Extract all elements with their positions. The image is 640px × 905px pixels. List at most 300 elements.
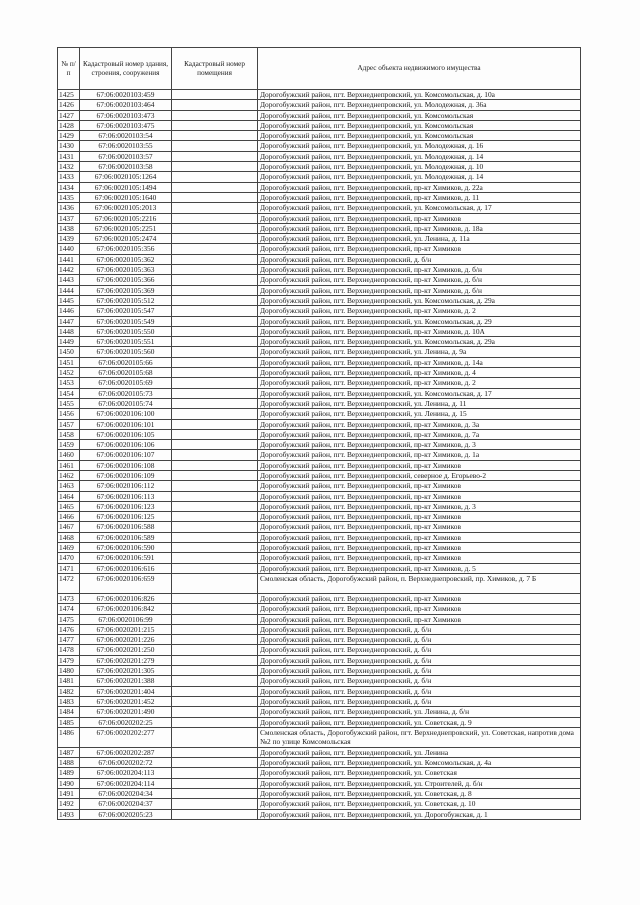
room-cadastral-number bbox=[172, 666, 258, 676]
room-cadastral-number bbox=[172, 768, 258, 778]
table-row bbox=[58, 440, 581, 450]
table-row bbox=[58, 265, 581, 275]
row-number: 1478 bbox=[58, 645, 80, 655]
header-number: № п/п bbox=[58, 48, 80, 90]
building-cadastral-number: 67:06:0020103:55 bbox=[80, 141, 172, 151]
row-number: 1441 bbox=[58, 254, 80, 264]
building-cadastral-number: 67:06:0020204:113 bbox=[80, 768, 172, 778]
object-address: Дорогобужский район, пгт. Верхнеднепровский, ул. Строителей, д. б/н bbox=[258, 778, 581, 788]
table-row bbox=[58, 543, 581, 553]
building-cadastral-number: 67:06:0020106:107 bbox=[80, 450, 172, 460]
room-cadastral-number bbox=[172, 234, 258, 244]
building-cadastral-number: 67:06:0020105:356 bbox=[80, 244, 172, 254]
table-row bbox=[58, 747, 581, 757]
table-row bbox=[58, 306, 581, 316]
object-address: Дорогобужский район, пгт. Верхнеднепровский, ул. Молодежная, д. 36а bbox=[258, 100, 581, 110]
object-address: Дорогобужский район, пгт. Верхнеднепровский, ул. Ленина, д. 11а bbox=[258, 234, 581, 244]
building-cadastral-number: 67:06:0020106:101 bbox=[80, 419, 172, 429]
table-row bbox=[58, 727, 581, 747]
object-address: Дорогобужский район, пгт. Верхнеднепровский, д. б/н bbox=[258, 635, 581, 645]
row-number: 1432 bbox=[58, 162, 80, 172]
room-cadastral-number bbox=[172, 563, 258, 573]
table-row bbox=[58, 809, 581, 819]
room-cadastral-number bbox=[172, 676, 258, 686]
building-cadastral-number: 67:06:0020106:589 bbox=[80, 532, 172, 542]
table-row bbox=[58, 614, 581, 624]
table-row bbox=[58, 151, 581, 161]
object-address: Дорогобужский район, пгт. Верхнеднепровский, пр-кт Химиков, д. 3 bbox=[258, 440, 581, 450]
building-cadastral-number: 67:06:0020201:250 bbox=[80, 645, 172, 655]
table-row bbox=[58, 686, 581, 696]
object-address: Дорогобужский район, пгт. Верхнеднепровский, ул. Комсомольская bbox=[258, 131, 581, 141]
object-address: Дорогобужский район, пгт. Верхнеднепровский, пр-кт Химиков, д. 2 bbox=[258, 378, 581, 388]
row-number: 1435 bbox=[58, 192, 80, 202]
row-number: 1483 bbox=[58, 696, 80, 706]
table-row bbox=[58, 768, 581, 778]
row-number: 1456 bbox=[58, 409, 80, 419]
building-cadastral-number: 67:06:0020103:473 bbox=[80, 110, 172, 120]
object-address: Дорогобужский район, пгт. Верхнеднепровский, ул. Комсомольская, д. 29 bbox=[258, 316, 581, 326]
row-number: 1475 bbox=[58, 614, 80, 624]
row-number: 1486 bbox=[58, 727, 80, 747]
building-cadastral-number: 67:06:0020105:2216 bbox=[80, 213, 172, 223]
table-row bbox=[58, 203, 581, 213]
building-cadastral-number: 67:06:0020105:1264 bbox=[80, 172, 172, 182]
building-cadastral-number: 67:06:0020202:72 bbox=[80, 758, 172, 768]
object-address: Дорогобужский район, пгт. Верхнеднепровский, ул. Ленина, д. 9а bbox=[258, 347, 581, 357]
row-number: 1481 bbox=[58, 676, 80, 686]
header-address: Адрес объекта недвижимого имущества bbox=[258, 48, 581, 90]
room-cadastral-number bbox=[172, 707, 258, 717]
row-number: 1434 bbox=[58, 182, 80, 192]
table-row bbox=[58, 254, 581, 264]
row-number: 1459 bbox=[58, 440, 80, 450]
row-number: 1480 bbox=[58, 666, 80, 676]
row-number: 1474 bbox=[58, 604, 80, 614]
building-cadastral-number: 67:06:0020103:459 bbox=[80, 90, 172, 100]
room-cadastral-number bbox=[172, 429, 258, 439]
table-row bbox=[58, 316, 581, 326]
row-number: 1488 bbox=[58, 758, 80, 768]
room-cadastral-number bbox=[172, 141, 258, 151]
object-address: Дорогобужский район, пгт. Верхнеднепровский, ул. Молодежная, д. 14 bbox=[258, 172, 581, 182]
table-row bbox=[58, 758, 581, 768]
building-cadastral-number: 67:06:0020105:73 bbox=[80, 388, 172, 398]
object-address: Дорогобужский район, пгт. Верхнеднепровский, ул. Дорогобужская, д. 1 bbox=[258, 809, 581, 819]
object-address: Дорогобужский район, пгт. Верхнеднепровский, ул. Молодежная, д. 14 bbox=[258, 151, 581, 161]
room-cadastral-number bbox=[172, 326, 258, 336]
room-cadastral-number bbox=[172, 522, 258, 532]
room-cadastral-number bbox=[172, 110, 258, 120]
object-address: Дорогобужский район, пгт. Верхнеднепровский, ул. Комсомольская, д. 29а bbox=[258, 337, 581, 347]
room-cadastral-number bbox=[172, 789, 258, 799]
building-cadastral-number: 67:06:0020106:109 bbox=[80, 470, 172, 480]
row-number: 1473 bbox=[58, 593, 80, 603]
building-cadastral-number: 67:06:0020105:363 bbox=[80, 265, 172, 275]
building-cadastral-number: 67:06:0020105:560 bbox=[80, 347, 172, 357]
table-row bbox=[58, 707, 581, 717]
property-register-table bbox=[57, 47, 581, 820]
row-number: 1469 bbox=[58, 543, 80, 553]
building-cadastral-number: 67:06:0020201:452 bbox=[80, 696, 172, 706]
object-address: Дорогобужский район, пгт. Верхнеднепровский, пр-кт Химиков, д. 14а bbox=[258, 357, 581, 367]
row-number: 1431 bbox=[58, 151, 80, 161]
building-cadastral-number: 67:06:0020201:404 bbox=[80, 686, 172, 696]
row-number: 1433 bbox=[58, 172, 80, 182]
object-address: Дорогобужский район, пгт. Верхнеднепровский, пр-кт Химиков bbox=[258, 244, 581, 254]
table-row bbox=[58, 593, 581, 603]
building-cadastral-number: 67:06:0020105:551 bbox=[80, 337, 172, 347]
row-number: 1462 bbox=[58, 470, 80, 480]
object-address: Дорогобужский район, пгт. Верхнеднепровский, северное д. Егорьево-2 bbox=[258, 470, 581, 480]
building-cadastral-number: 67:06:0020103:58 bbox=[80, 162, 172, 172]
table-row bbox=[58, 532, 581, 542]
room-cadastral-number bbox=[172, 409, 258, 419]
table-row bbox=[58, 429, 581, 439]
row-number: 1485 bbox=[58, 717, 80, 727]
building-cadastral-number: 67:06:0020105:74 bbox=[80, 398, 172, 408]
row-number: 1437 bbox=[58, 213, 80, 223]
table-row bbox=[58, 604, 581, 614]
table-row bbox=[58, 120, 581, 130]
room-cadastral-number bbox=[172, 337, 258, 347]
building-cadastral-number: 67:06:0020106:842 bbox=[80, 604, 172, 614]
building-cadastral-number: 67:06:0020201:490 bbox=[80, 707, 172, 717]
table-row bbox=[58, 90, 581, 100]
object-address: Дорогобужский район, пгт. Верхнеднепровский, пр-кт Химиков bbox=[258, 604, 581, 614]
object-address: Дорогобужский район, пгт. Верхнеднепровский, пр-кт Химиков bbox=[258, 593, 581, 603]
table-row bbox=[58, 295, 581, 305]
room-cadastral-number bbox=[172, 295, 258, 305]
table-row bbox=[58, 234, 581, 244]
object-address: Дорогобужский район, пгт. Верхнеднепровский, д. б/н bbox=[258, 676, 581, 686]
row-number: 1430 bbox=[58, 141, 80, 151]
room-cadastral-number bbox=[172, 254, 258, 264]
row-number: 1454 bbox=[58, 388, 80, 398]
room-cadastral-number bbox=[172, 645, 258, 655]
building-cadastral-number: 67:06:0020105:369 bbox=[80, 285, 172, 295]
table-row bbox=[58, 110, 581, 120]
row-number: 1492 bbox=[58, 799, 80, 809]
row-number: 1427 bbox=[58, 110, 80, 120]
building-cadastral-number: 67:06:0020105:1494 bbox=[80, 182, 172, 192]
table-row bbox=[58, 337, 581, 347]
building-cadastral-number: 67:06:0020106:106 bbox=[80, 440, 172, 450]
row-number: 1447 bbox=[58, 316, 80, 326]
room-cadastral-number bbox=[172, 90, 258, 100]
object-address: Дорогобужский район, пгт. Верхнеднепровский, пр-кт Химиков bbox=[258, 213, 581, 223]
table-row bbox=[58, 419, 581, 429]
building-cadastral-number: 67:06:0020105:547 bbox=[80, 306, 172, 316]
building-cadastral-number: 67:06:0020106:100 bbox=[80, 409, 172, 419]
building-cadastral-number: 67:06:0020202:277 bbox=[80, 727, 172, 747]
object-address: Дорогобужский район, пгт. Верхнеднепровский, пр-кт Химиков, д. 3 bbox=[258, 501, 581, 511]
table-row bbox=[58, 624, 581, 634]
object-address: Дорогобужский район, пгт. Верхнеднепровский, ул. Молодежная, д. 10 bbox=[258, 162, 581, 172]
object-address: Дорогобужский район, пгт. Верхнеднепровский, ул. Ленина, д. 11 bbox=[258, 398, 581, 408]
table-row bbox=[58, 192, 581, 202]
room-cadastral-number bbox=[172, 244, 258, 254]
room-cadastral-number bbox=[172, 100, 258, 110]
building-cadastral-number: 67:06:0020106:113 bbox=[80, 491, 172, 501]
object-address: Дорогобужский район, пгт. Верхнеднепровский, пр-кт Химиков, д. б/н bbox=[258, 265, 581, 275]
table-row bbox=[58, 470, 581, 480]
object-address: Дорогобужский район, пгт. Верхнеднепровский, пр-кт Химиков bbox=[258, 522, 581, 532]
room-cadastral-number bbox=[172, 604, 258, 614]
table-row bbox=[58, 676, 581, 686]
building-cadastral-number: 67:06:0020105:550 bbox=[80, 326, 172, 336]
table-row bbox=[58, 553, 581, 563]
row-number: 1484 bbox=[58, 707, 80, 717]
table-row bbox=[58, 378, 581, 388]
room-cadastral-number bbox=[172, 285, 258, 295]
building-cadastral-number: 67:06:0020105:2013 bbox=[80, 203, 172, 213]
table-row bbox=[58, 460, 581, 470]
object-address: Дорогобужский район, пгт. Верхнеднепровский, д. б/н bbox=[258, 666, 581, 676]
object-address: Дорогобужский район, пгт. Верхнеднепровский, ул. Комсомольская, д. 17 bbox=[258, 388, 581, 398]
building-cadastral-number: 67:06:0020106:590 bbox=[80, 543, 172, 553]
room-cadastral-number bbox=[172, 635, 258, 645]
table-row bbox=[58, 522, 581, 532]
room-cadastral-number bbox=[172, 778, 258, 788]
object-address: Смоленская область, Дорогобужский район, п. Верхнеднепровский, пр. Химиков, д. 7 Б bbox=[258, 573, 581, 593]
row-number: 1487 bbox=[58, 747, 80, 757]
header-building-cadastral: Кадастровый номер здания, строения, сооружения bbox=[80, 48, 172, 90]
object-address: Дорогобужский район, пгт. Верхнеднепровский, д. б/н bbox=[258, 645, 581, 655]
object-address: Дорогобужский район, пгт. Верхнеднепровский, ул. Комсомольская, д. 17 bbox=[258, 203, 581, 213]
row-number: 1449 bbox=[58, 337, 80, 347]
building-cadastral-number: 67:06:0020106:123 bbox=[80, 501, 172, 511]
table-row bbox=[58, 244, 581, 254]
room-cadastral-number bbox=[172, 398, 258, 408]
table-row bbox=[58, 368, 581, 378]
row-number: 1443 bbox=[58, 275, 80, 285]
object-address: Дорогобужский район, пгт. Верхнеднепровский, пр-кт Химиков, д. 1а bbox=[258, 450, 581, 460]
row-number: 1467 bbox=[58, 522, 80, 532]
row-number: 1465 bbox=[58, 501, 80, 511]
room-cadastral-number bbox=[172, 593, 258, 603]
object-address: Дорогобужский район, пгт. Верхнеднепровский, ул. Советская bbox=[258, 768, 581, 778]
building-cadastral-number: 67:06:0020204:34 bbox=[80, 789, 172, 799]
table-row bbox=[58, 141, 581, 151]
room-cadastral-number bbox=[172, 491, 258, 501]
table-row bbox=[58, 326, 581, 336]
building-cadastral-number: 67:06:0020105:549 bbox=[80, 316, 172, 326]
building-cadastral-number: 67:06:0020105:2474 bbox=[80, 234, 172, 244]
building-cadastral-number: 67:06:0020106:105 bbox=[80, 429, 172, 439]
object-address: Дорогобужский район, пгт. Верхнеднепровский, д. б/н bbox=[258, 655, 581, 665]
row-number: 1429 bbox=[58, 131, 80, 141]
room-cadastral-number bbox=[172, 131, 258, 141]
building-cadastral-number: 67:06:0020106:591 bbox=[80, 553, 172, 563]
object-address: Дорогобужский район, пгт. Верхнеднепровский, ул. Комсомольская bbox=[258, 110, 581, 120]
row-number: 1444 bbox=[58, 285, 80, 295]
room-cadastral-number bbox=[172, 614, 258, 624]
room-cadastral-number bbox=[172, 460, 258, 470]
table-row bbox=[58, 213, 581, 223]
object-address: Дорогобужский район, пгт. Верхнеднепровский, пр-кт Химиков, д. 5 bbox=[258, 563, 581, 573]
building-cadastral-number: 67:06:0020106:99 bbox=[80, 614, 172, 624]
building-cadastral-number: 67:06:0020204:114 bbox=[80, 778, 172, 788]
row-number: 1439 bbox=[58, 234, 80, 244]
table-row bbox=[58, 645, 581, 655]
table-row bbox=[58, 501, 581, 511]
building-cadastral-number: 67:06:0020103:54 bbox=[80, 131, 172, 141]
header-room-cadastral: Кадастровый номер помещения bbox=[172, 48, 258, 90]
row-number: 1438 bbox=[58, 223, 80, 233]
object-address: Дорогобужский район, пгт. Верхнеднепровский, пр-кт Химиков bbox=[258, 532, 581, 542]
table-row bbox=[58, 275, 581, 285]
table-row bbox=[58, 223, 581, 233]
room-cadastral-number bbox=[172, 378, 258, 388]
row-number: 1477 bbox=[58, 635, 80, 645]
object-address: Дорогобужский район, пгт. Верхнеднепровский, ул. Молодежная, д. 16 bbox=[258, 141, 581, 151]
building-cadastral-number: 67:06:0020103:464 bbox=[80, 100, 172, 110]
row-number: 1471 bbox=[58, 563, 80, 573]
object-address: Дорогобужский район, пгт. Верхнеднепровский, ул. Советская, д. 8 bbox=[258, 789, 581, 799]
table-body bbox=[58, 90, 581, 820]
room-cadastral-number bbox=[172, 573, 258, 593]
building-cadastral-number: 67:06:0020106:616 bbox=[80, 563, 172, 573]
table-row bbox=[58, 635, 581, 645]
building-cadastral-number: 67:06:0020106:112 bbox=[80, 481, 172, 491]
row-number: 1453 bbox=[58, 378, 80, 388]
row-number: 1428 bbox=[58, 120, 80, 130]
building-cadastral-number: 67:06:0020201:226 bbox=[80, 635, 172, 645]
row-number: 1468 bbox=[58, 532, 80, 542]
room-cadastral-number bbox=[172, 553, 258, 563]
object-address: Дорогобужский район, пгт. Верхнеднепровский, пр-кт Химиков, д. 18а bbox=[258, 223, 581, 233]
table-row bbox=[58, 696, 581, 706]
object-address: Дорогобужский район, пгт. Верхнеднепровский, ул. Ленина bbox=[258, 747, 581, 757]
room-cadastral-number bbox=[172, 655, 258, 665]
object-address: Дорогобужский район, пгт. Верхнеднепровский, пр-кт Химиков bbox=[258, 491, 581, 501]
row-number: 1479 bbox=[58, 655, 80, 665]
building-cadastral-number: 67:06:0020201:215 bbox=[80, 624, 172, 634]
row-number: 1446 bbox=[58, 306, 80, 316]
room-cadastral-number bbox=[172, 182, 258, 192]
object-address: Дорогобужский район, пгт. Верхнеднепровский, пр-кт Химиков, д. 22а bbox=[258, 182, 581, 192]
table-row bbox=[58, 100, 581, 110]
row-number: 1464 bbox=[58, 491, 80, 501]
row-number: 1476 bbox=[58, 624, 80, 634]
object-address: Дорогобужский район, пгт. Верхнеднепровский, ул. Советская, д. 10 bbox=[258, 799, 581, 809]
row-number: 1463 bbox=[58, 481, 80, 491]
room-cadastral-number bbox=[172, 809, 258, 819]
table-row bbox=[58, 573, 581, 593]
building-cadastral-number: 67:06:0020205:23 bbox=[80, 809, 172, 819]
building-cadastral-number: 67:06:0020105:512 bbox=[80, 295, 172, 305]
table-row bbox=[58, 789, 581, 799]
table-row bbox=[58, 491, 581, 501]
object-address: Дорогобужский район, пгт. Верхнеднепровский, пр-кт Химиков bbox=[258, 543, 581, 553]
object-address: Дорогобужский район, пгт. Верхнеднепровский, пр-кт Химиков, д. 11 bbox=[258, 192, 581, 202]
table-row bbox=[58, 162, 581, 172]
row-number: 1457 bbox=[58, 419, 80, 429]
building-cadastral-number: 67:06:0020105:66 bbox=[80, 357, 172, 367]
row-number: 1482 bbox=[58, 686, 80, 696]
room-cadastral-number bbox=[172, 368, 258, 378]
row-number: 1493 bbox=[58, 809, 80, 819]
building-cadastral-number: 67:06:0020106:108 bbox=[80, 460, 172, 470]
table-row bbox=[58, 388, 581, 398]
object-address: Дорогобужский район, пгт. Верхнеднепровский, ул. Комсомольская, д. 29а bbox=[258, 295, 581, 305]
room-cadastral-number bbox=[172, 213, 258, 223]
table-row bbox=[58, 285, 581, 295]
object-address: Дорогобужский район, пгт. Верхнеднепровский, пр-кт Химиков, д. 3а bbox=[258, 419, 581, 429]
row-number: 1442 bbox=[58, 265, 80, 275]
table-row bbox=[58, 450, 581, 460]
table-row bbox=[58, 409, 581, 419]
row-number: 1491 bbox=[58, 789, 80, 799]
row-number: 1490 bbox=[58, 778, 80, 788]
room-cadastral-number bbox=[172, 501, 258, 511]
building-cadastral-number: 67:06:0020204:37 bbox=[80, 799, 172, 809]
room-cadastral-number bbox=[172, 512, 258, 522]
row-number: 1455 bbox=[58, 398, 80, 408]
room-cadastral-number bbox=[172, 696, 258, 706]
room-cadastral-number bbox=[172, 357, 258, 367]
row-number: 1448 bbox=[58, 326, 80, 336]
building-cadastral-number: 67:06:0020105:2251 bbox=[80, 223, 172, 233]
object-address: Дорогобужский район, пгт. Верхнеднепровский, ул. Ленина, д. б/н bbox=[258, 707, 581, 717]
room-cadastral-number bbox=[172, 316, 258, 326]
building-cadastral-number: 67:06:0020105:68 bbox=[80, 368, 172, 378]
object-address: Дорогобужский район, пгт. Верхнеднепровский, д. б/н bbox=[258, 696, 581, 706]
room-cadastral-number bbox=[172, 306, 258, 316]
row-number: 1472 bbox=[58, 573, 80, 593]
table-row bbox=[58, 655, 581, 665]
room-cadastral-number bbox=[172, 532, 258, 542]
room-cadastral-number bbox=[172, 275, 258, 285]
row-number: 1450 bbox=[58, 347, 80, 357]
room-cadastral-number bbox=[172, 192, 258, 202]
object-address: Дорогобужский район, пгт. Верхнеднепровский, пр-кт Химиков bbox=[258, 460, 581, 470]
table-row bbox=[58, 172, 581, 182]
building-cadastral-number: 67:06:0020105:1640 bbox=[80, 192, 172, 202]
object-address: Дорогобужский район, пгт. Верхнеднепровский, ул. Комсомольская, д. 10а bbox=[258, 90, 581, 100]
object-address: Смоленская область, Дорогобужский район, пгт. Верхнеднепровский, ул. Советская, напротив дома №2 по улице Комсомольская bbox=[258, 727, 581, 747]
room-cadastral-number bbox=[172, 162, 258, 172]
row-number: 1470 bbox=[58, 553, 80, 563]
object-address: Дорогобужский район, пгт. Верхнеднепровский, ул. Ленина, д. 15 bbox=[258, 409, 581, 419]
row-number: 1426 bbox=[58, 100, 80, 110]
row-number: 1440 bbox=[58, 244, 80, 254]
building-cadastral-number: 67:06:0020201:305 bbox=[80, 666, 172, 676]
table-row bbox=[58, 799, 581, 809]
object-address: Дорогобужский район, пгт. Верхнеднепровский, ул. Комсомольская bbox=[258, 120, 581, 130]
object-address: Дорогобужский район, пгт. Верхнеднепровский, д. б/н bbox=[258, 624, 581, 634]
row-number: 1436 bbox=[58, 203, 80, 213]
object-address: Дорогобужский район, пгт. Верхнеднепровский, д. б/н bbox=[258, 254, 581, 264]
table-row bbox=[58, 481, 581, 491]
building-cadastral-number: 67:06:0020201:388 bbox=[80, 676, 172, 686]
building-cadastral-number: 67:06:0020105:69 bbox=[80, 378, 172, 388]
building-cadastral-number: 67:06:0020106:659 bbox=[80, 573, 172, 593]
building-cadastral-number: 67:06:0020201:279 bbox=[80, 655, 172, 665]
room-cadastral-number bbox=[172, 172, 258, 182]
building-cadastral-number: 67:06:0020202:287 bbox=[80, 747, 172, 757]
object-address: Дорогобужский район, пгт. Верхнеднепровский, ул. Комсомольская, д. 4а bbox=[258, 758, 581, 768]
table-row bbox=[58, 131, 581, 141]
room-cadastral-number bbox=[172, 450, 258, 460]
row-number: 1451 bbox=[58, 357, 80, 367]
table-row bbox=[58, 717, 581, 727]
building-cadastral-number: 67:06:0020202:25 bbox=[80, 717, 172, 727]
table-row bbox=[58, 666, 581, 676]
room-cadastral-number bbox=[172, 265, 258, 275]
object-address: Дорогобужский район, пгт. Верхнеднепровский, пр-кт Химиков, д. б/н bbox=[258, 285, 581, 295]
